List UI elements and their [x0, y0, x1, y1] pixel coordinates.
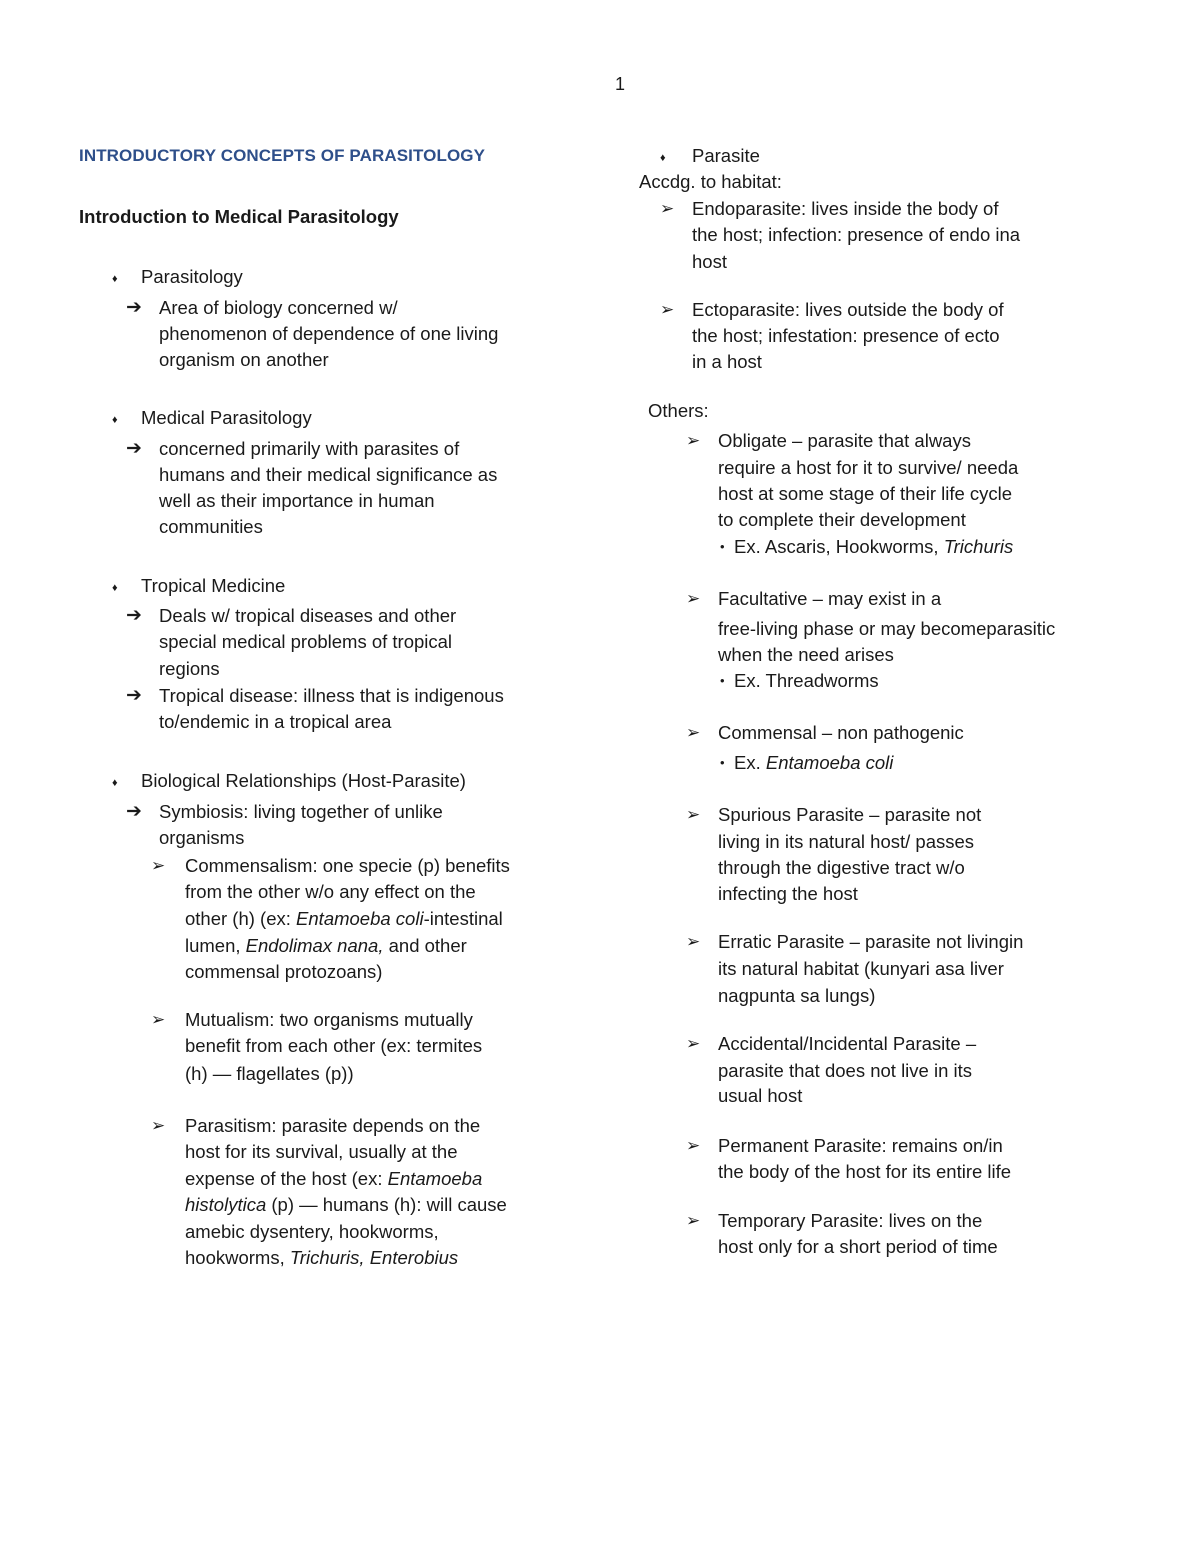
commensalism-line: commensal protozoans) — [185, 961, 383, 982]
ectoparasite-line: in a host — [692, 351, 762, 372]
parasitism-line: histolytica (p) — humans (h): will cause — [185, 1194, 507, 1215]
parasitism-line: amebic dysentery, hookworms, — [185, 1221, 439, 1242]
species-name: Endolimax nana, — [245, 935, 384, 956]
spurious-line: living in its natural host/ passes — [718, 831, 975, 852]
arrowhead-bullet-icon: ➢ — [686, 723, 701, 742]
species-name: Entamoeba coli — [296, 908, 424, 929]
definition-line: Symbiosis: living together of unlike — [159, 801, 443, 822]
obligate-line: require a host for it to survive/ needa — [718, 457, 1019, 478]
definition-line: well as their importance in human — [159, 490, 435, 511]
definition-line: Area of biology concerned w/ — [159, 297, 398, 318]
parasitism-line: hookworms, Trichuris, Enterobius — [185, 1247, 459, 1268]
definition-line: concerned primarily with parasites of — [159, 438, 460, 459]
ectoparasite-line: the host; infestation: presence of ecto — [692, 325, 1000, 346]
commensalism-line: lumen, Endolimax nana, and other — [185, 935, 467, 956]
facultative-line: when the need arises — [718, 644, 894, 665]
definition-line: Tropical disease: illness that is indigenous — [159, 685, 504, 706]
accidental-line: usual host — [718, 1085, 803, 1106]
species-name: Entamoeba — [387, 1168, 483, 1189]
mutualism-line: benefit from each other (ex: termites — [185, 1035, 483, 1056]
bullet-biological-relationships: Biological Relationships (Host-Parasite) — [141, 770, 466, 791]
definition-line: organism on another — [159, 349, 329, 370]
parasitism-line: host for its survival, usually at the — [185, 1141, 458, 1162]
arrowhead-bullet-icon: ➢ — [686, 1034, 701, 1053]
permanent-line: Permanent Parasite: remains on/in — [718, 1135, 1003, 1156]
page-number: 1 — [614, 74, 625, 94]
spurious-line: through the digestive tract w/o — [718, 857, 965, 878]
parasitism-line: expense of the host (ex: Entamoeba — [185, 1168, 483, 1189]
arrowhead-bullet-icon: ➢ — [686, 1211, 701, 1230]
erratic-line: nagpunta sa lungs) — [718, 985, 876, 1006]
dot-bullet-icon: • — [720, 755, 725, 770]
arrowhead-bullet-icon: ➢ — [151, 856, 166, 875]
example-line: Ex. Entamoeba coli — [734, 752, 894, 773]
dot-bullet-icon: • — [720, 673, 725, 688]
definition-line: special medical problems of tropical — [159, 631, 453, 652]
definition-line: communities — [159, 516, 263, 537]
definition-line: to/endemic in a tropical area — [159, 711, 392, 732]
endoparasite-line: the host; infection: presence of endo ina — [692, 224, 1021, 245]
endoparasite-line: host — [692, 251, 727, 272]
species-name: Trichuris — [943, 536, 1014, 557]
mutualism-line: Mutualism: two organisms mutually — [185, 1009, 473, 1030]
commensal-line: Commensal – non pathogenic — [718, 722, 964, 743]
temporary-line: host only for a short period of time — [718, 1236, 998, 1257]
diamond-bullet-icon: ♦ — [660, 152, 666, 164]
definition-line: humans and their medical significance as — [159, 464, 498, 485]
mutualism-line: (h) — flagellates (p)) — [185, 1063, 354, 1084]
obligate-line: host at some stage of their life cycle — [718, 483, 1013, 504]
commensalism-line: Commensalism: one specie (p) benefits — [185, 855, 510, 876]
spurious-line: infecting the host — [718, 883, 858, 904]
definition-line: Deals w/ tropical diseases and other — [159, 605, 457, 626]
bullet-parasitology: Parasitology — [141, 266, 243, 287]
arrowhead-bullet-icon: ➢ — [686, 805, 701, 824]
arrow-bullet-icon: ➔ — [126, 685, 142, 706]
example-line: Ex. Ascaris, Hookworms, Trichuris — [734, 536, 1014, 557]
endoparasite-line: Endoparasite: lives inside the body of — [692, 198, 999, 219]
erratic-line: Erratic Parasite – parasite not livingin — [718, 931, 1024, 952]
arrowhead-bullet-icon: ➢ — [686, 1136, 701, 1155]
arrowhead-bullet-icon: ➢ — [660, 300, 675, 319]
spurious-line: Spurious Parasite – parasite not — [718, 804, 982, 825]
species-name: Trichuris, Enterobius — [289, 1247, 459, 1268]
erratic-line: its natural habitat (kunyari asa liver — [718, 958, 1004, 979]
bullet-parasite: Parasite — [692, 145, 760, 166]
diamond-bullet-icon: ♦ — [112, 414, 118, 426]
diamond-bullet-icon: ♦ — [112, 777, 118, 789]
parasitism-line: Parasitism: parasite depends on the — [185, 1115, 481, 1136]
commensalism-line: other (h) (ex: Entamoeba coli-intestinal — [185, 908, 503, 929]
arrowhead-bullet-icon: ➢ — [686, 932, 701, 951]
arrowhead-bullet-icon: ➢ — [151, 1010, 166, 1029]
diamond-bullet-icon: ♦ — [112, 273, 118, 285]
section-heading: Introduction to Medical Parasitology — [79, 206, 399, 227]
bullet-tropical-medicine: Tropical Medicine — [141, 575, 286, 596]
document-title: INTRODUCTORY CONCEPTS OF PARASITOLOGY — [79, 146, 486, 165]
arrow-bullet-icon: ➔ — [126, 801, 142, 822]
accidental-line: Accidental/Incidental Parasite – — [718, 1033, 977, 1054]
arrowhead-bullet-icon: ➢ — [686, 589, 701, 608]
species-name: histolytica — [185, 1194, 267, 1215]
ectoparasite-line: Ectoparasite: lives outside the body of — [692, 299, 1004, 320]
definition-line: phenomenon of dependence of one living — [159, 323, 499, 344]
diamond-bullet-icon: ♦ — [112, 582, 118, 594]
bullet-medical-parasitology: Medical Parasitology — [141, 407, 312, 428]
temporary-line: Temporary Parasite: lives on the — [718, 1210, 983, 1231]
arrowhead-bullet-icon: ➢ — [686, 431, 701, 450]
habitat-heading: Accdg. to habitat: — [639, 171, 782, 192]
arrow-bullet-icon: ➔ — [126, 438, 142, 459]
arrow-bullet-icon: ➔ — [126, 605, 142, 626]
obligate-line: Obligate – parasite that always — [718, 430, 971, 451]
species-name: Entamoeba coli — [765, 752, 894, 773]
example-line: Ex. Threadworms — [734, 670, 879, 691]
accidental-line: parasite that does not live in its — [718, 1060, 973, 1081]
obligate-line: to complete their development — [718, 509, 966, 530]
dot-bullet-icon: • — [720, 539, 725, 554]
arrow-bullet-icon: ➔ — [126, 297, 142, 318]
others-heading: Others: — [648, 400, 709, 421]
commensalism-line: from the other w/o any effect on the — [185, 881, 476, 902]
definition-line: regions — [159, 658, 220, 679]
arrowhead-bullet-icon: ➢ — [660, 199, 675, 218]
definition-line: organisms — [159, 827, 245, 848]
facultative-line: free-living phase or may becomeparasitic — [718, 618, 1056, 639]
facultative-line: Facultative – may exist in a — [718, 588, 942, 609]
permanent-line: the body of the host for its entire life — [718, 1161, 1012, 1182]
arrowhead-bullet-icon: ➢ — [151, 1116, 166, 1135]
